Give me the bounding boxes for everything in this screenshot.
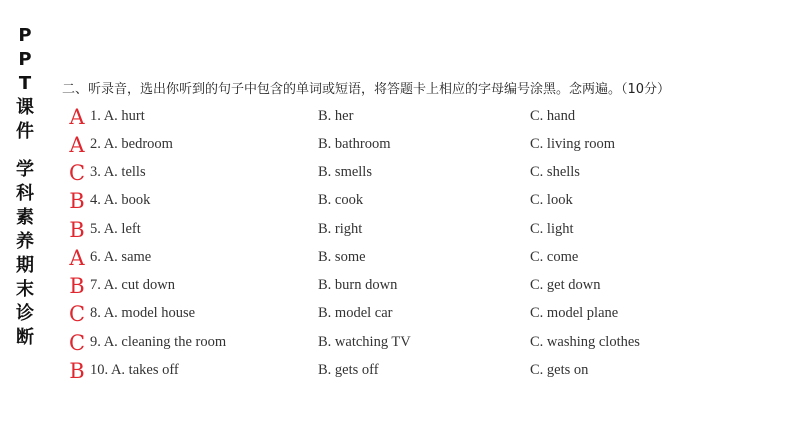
side-title-char: 学: [16, 159, 34, 180]
question-row: [0, 161, 794, 189]
option-b: B. smells: [318, 164, 372, 180]
answer-mark: B: [69, 218, 85, 242]
option-c: C. model plane: [530, 305, 619, 321]
side-title-char: 科: [16, 183, 34, 204]
answer-mark: A: [69, 246, 85, 270]
option-c: C. washing clothes: [530, 334, 640, 350]
answer-mark: B: [69, 359, 85, 383]
option-c: C. hand: [530, 108, 576, 124]
side-title-char: P: [18, 25, 32, 46]
answer-mark: C: [68, 161, 86, 185]
option-b: B. watching TV: [318, 334, 411, 350]
option-a: 8. A. model house: [90, 305, 196, 321]
answer-mark: C: [68, 302, 86, 326]
option-c: C. come: [530, 249, 579, 265]
option-b: B. cook: [318, 192, 364, 208]
side-title-char: 断: [16, 327, 34, 348]
option-c: C. living room: [530, 136, 615, 152]
question-row: [0, 218, 794, 246]
option-a: 10. A. takes off: [90, 362, 179, 378]
option-c: C. shells: [530, 164, 580, 180]
side-title-char: P: [18, 49, 32, 70]
question-row: [0, 331, 794, 359]
answer-mark: B: [69, 189, 85, 213]
question-row: [0, 274, 794, 302]
option-a: 4. A. book: [90, 192, 151, 208]
option-b: B. burn down: [318, 277, 398, 293]
section-instruction: 二、听录音，选出你听到的句子中包含的单词或短语，将答题卡上相应的字母编号涂黑。念两遍。（10分）: [62, 82, 671, 97]
option-c: C. look: [530, 192, 573, 208]
side-title-char: 养: [16, 231, 34, 252]
option-a: 3. A. tells: [90, 164, 146, 180]
question-row: [0, 359, 794, 387]
option-a: 1. A. hurt: [90, 108, 145, 124]
option-c: C. get down: [530, 277, 601, 293]
side-title-char: 末: [16, 279, 34, 300]
option-c: C. gets on: [530, 362, 589, 378]
option-a: 9. A. cleaning the room: [90, 334, 227, 350]
side-title-char: T: [18, 73, 32, 94]
option-a: 5. A. left: [90, 221, 141, 237]
question-row: [0, 189, 794, 217]
answer-mark: C: [68, 331, 86, 355]
option-b: B. bathroom: [318, 136, 391, 152]
option-c: C. light: [530, 221, 574, 237]
question-row: [0, 105, 794, 133]
option-b: B. model car: [318, 305, 393, 321]
side-title-char: 素: [16, 207, 34, 228]
option-a: 7. A. cut down: [90, 277, 175, 293]
answer-mark: A: [69, 105, 85, 129]
answer-mark: A: [69, 133, 85, 157]
option-a: 6. A. same: [90, 249, 152, 265]
side-title-char: 期: [16, 255, 34, 276]
question-row: [0, 302, 794, 330]
option-a: 2. A. bedroom: [90, 136, 173, 152]
option-b: B. her: [318, 108, 354, 124]
question-row: [0, 246, 794, 274]
option-b: B. some: [318, 249, 366, 265]
side-title-char: 诊: [16, 303, 34, 324]
question-row: [0, 133, 794, 161]
option-b: B. gets off: [318, 362, 379, 378]
answer-mark: B: [69, 274, 85, 298]
side-title-char: 件: [16, 121, 34, 142]
side-title-char: 课: [16, 97, 34, 118]
option-b: B. right: [318, 221, 363, 237]
